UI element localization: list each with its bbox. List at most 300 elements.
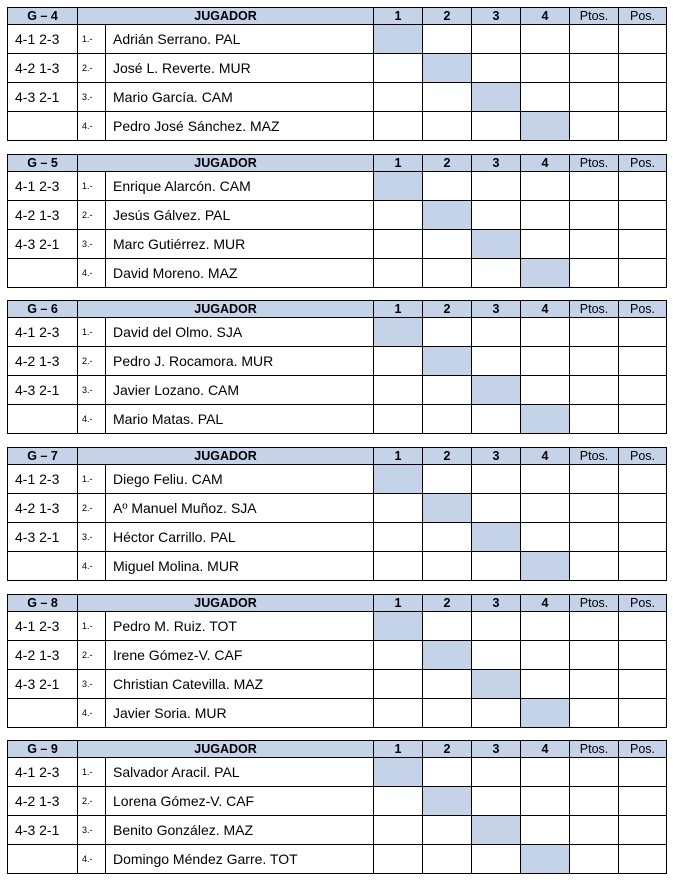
player-number: 4.- xyxy=(78,552,106,581)
player-row xyxy=(8,552,667,581)
player-row xyxy=(8,25,667,54)
player-name: Diego Feliu. CAM xyxy=(106,465,374,494)
result-cell xyxy=(374,54,423,83)
position-cell xyxy=(619,523,667,552)
round-header-1: 1 xyxy=(374,8,423,25)
result-cell xyxy=(374,699,423,728)
position-cell xyxy=(619,758,667,787)
round-header-4: 4 xyxy=(521,741,570,758)
result-cell xyxy=(472,201,521,230)
player-number: 4.- xyxy=(78,112,106,141)
self-cell xyxy=(374,172,423,201)
round-header-1: 1 xyxy=(374,448,423,465)
player-name: Javier Lozano. CAM xyxy=(106,376,374,405)
pairing-cell: 4-2 1-3 xyxy=(8,787,78,816)
round-header-2: 2 xyxy=(423,301,472,318)
points-cell xyxy=(570,201,619,230)
self-cell xyxy=(423,347,472,376)
self-cell xyxy=(423,54,472,83)
pairing-cell xyxy=(8,405,78,434)
group-title: G – 9 xyxy=(8,741,78,758)
player-name: Jesús Gálvez. PAL xyxy=(106,201,374,230)
result-cell xyxy=(423,670,472,699)
player-row xyxy=(8,259,667,288)
player-number: 1.- xyxy=(78,172,106,201)
group-table-7 xyxy=(7,447,666,581)
result-cell xyxy=(521,758,570,787)
result-cell xyxy=(423,172,472,201)
position-header: Pos. xyxy=(619,448,667,465)
points-cell xyxy=(570,112,619,141)
player-number: 2.- xyxy=(78,787,106,816)
position-header: Pos. xyxy=(619,8,667,25)
player-name: Marc Gutiérrez. MUR xyxy=(106,230,374,259)
player-row xyxy=(8,641,667,670)
result-cell xyxy=(521,25,570,54)
points-cell xyxy=(570,259,619,288)
player-row xyxy=(8,83,667,112)
points-cell xyxy=(570,641,619,670)
result-cell xyxy=(472,54,521,83)
position-cell xyxy=(619,112,667,141)
position-cell xyxy=(619,201,667,230)
round-header-2: 2 xyxy=(423,155,472,172)
result-cell xyxy=(472,758,521,787)
group-title: G – 4 xyxy=(8,8,78,25)
position-cell xyxy=(619,494,667,523)
self-cell xyxy=(472,523,521,552)
player-number: 3.- xyxy=(78,230,106,259)
player-name: Pedro J. Rocamora. MUR xyxy=(106,347,374,376)
result-cell xyxy=(472,699,521,728)
player-name: Benito González. MAZ xyxy=(106,816,374,845)
result-cell xyxy=(472,405,521,434)
pairing-cell: 4-2 1-3 xyxy=(8,347,78,376)
position-cell xyxy=(619,641,667,670)
round-header-1: 1 xyxy=(374,301,423,318)
pairing-cell xyxy=(8,552,78,581)
player-number: 3.- xyxy=(78,816,106,845)
header-row xyxy=(8,448,667,465)
position-cell xyxy=(619,552,667,581)
player-header: JUGADOR xyxy=(78,741,374,758)
player-row xyxy=(8,758,667,787)
self-cell xyxy=(374,465,423,494)
round-header-1: 1 xyxy=(374,741,423,758)
header-row xyxy=(8,301,667,318)
points-cell xyxy=(570,83,619,112)
result-cell xyxy=(423,758,472,787)
result-cell xyxy=(521,641,570,670)
result-cell xyxy=(374,494,423,523)
result-cell xyxy=(374,641,423,670)
round-header-2: 2 xyxy=(423,448,472,465)
result-cell xyxy=(374,670,423,699)
player-row xyxy=(8,347,667,376)
player-name: Christian Catevilla. MAZ xyxy=(106,670,374,699)
round-header-4: 4 xyxy=(521,8,570,25)
result-cell xyxy=(423,405,472,434)
result-cell xyxy=(472,612,521,641)
round-header-4: 4 xyxy=(521,595,570,612)
group-table-5 xyxy=(7,154,666,288)
result-cell xyxy=(423,376,472,405)
self-cell xyxy=(472,670,521,699)
result-cell xyxy=(423,318,472,347)
result-cell xyxy=(521,347,570,376)
position-cell xyxy=(619,845,667,874)
player-row xyxy=(8,670,667,699)
round-header-3: 3 xyxy=(472,448,521,465)
position-header: Pos. xyxy=(619,741,667,758)
player-number: 4.- xyxy=(78,699,106,728)
round-header-1: 1 xyxy=(374,155,423,172)
player-number: 3.- xyxy=(78,376,106,405)
result-cell xyxy=(472,25,521,54)
result-cell xyxy=(423,612,472,641)
result-cell xyxy=(521,201,570,230)
points-cell xyxy=(570,612,619,641)
round-header-4: 4 xyxy=(521,155,570,172)
player-number: 2.- xyxy=(78,641,106,670)
pairing-cell: 4-1 2-3 xyxy=(8,465,78,494)
points-cell xyxy=(570,787,619,816)
player-row xyxy=(8,230,667,259)
self-cell xyxy=(423,494,472,523)
position-cell xyxy=(619,25,667,54)
position-cell xyxy=(619,612,667,641)
player-number: 3.- xyxy=(78,83,106,112)
position-header: Pos. xyxy=(619,595,667,612)
result-cell xyxy=(521,670,570,699)
player-header: JUGADOR xyxy=(78,155,374,172)
round-header-3: 3 xyxy=(472,595,521,612)
points-cell xyxy=(570,347,619,376)
result-cell xyxy=(521,376,570,405)
position-cell xyxy=(619,699,667,728)
result-cell xyxy=(423,25,472,54)
points-cell xyxy=(570,758,619,787)
header-row xyxy=(8,8,667,25)
self-cell xyxy=(521,845,570,874)
self-cell xyxy=(374,318,423,347)
self-cell xyxy=(472,376,521,405)
player-number: 4.- xyxy=(78,405,106,434)
player-name: Domingo Méndez Garre. TOT xyxy=(106,845,374,874)
player-number: 2.- xyxy=(78,347,106,376)
pairing-cell: 4-3 2-1 xyxy=(8,376,78,405)
result-cell xyxy=(472,494,521,523)
points-cell xyxy=(570,172,619,201)
points-cell xyxy=(570,816,619,845)
round-header-3: 3 xyxy=(472,8,521,25)
self-cell xyxy=(521,112,570,141)
result-cell xyxy=(423,699,472,728)
points-cell xyxy=(570,670,619,699)
position-cell xyxy=(619,376,667,405)
result-cell xyxy=(374,259,423,288)
points-cell xyxy=(570,699,619,728)
player-name: Pedro M. Ruiz. TOT xyxy=(106,612,374,641)
player-name: Miguel Molina. MUR xyxy=(106,552,374,581)
self-cell xyxy=(521,405,570,434)
group-title: G – 7 xyxy=(8,448,78,465)
header-row xyxy=(8,741,667,758)
result-cell xyxy=(423,465,472,494)
round-header-3: 3 xyxy=(472,301,521,318)
player-header: JUGADOR xyxy=(78,301,374,318)
group-table-6 xyxy=(7,300,666,434)
position-cell xyxy=(619,259,667,288)
result-cell xyxy=(472,641,521,670)
pairing-cell: 4-3 2-1 xyxy=(8,523,78,552)
player-name: Irene Gómez-V. CAF xyxy=(106,641,374,670)
group-title: G – 5 xyxy=(8,155,78,172)
player-name: Salvador Aracil. PAL xyxy=(106,758,374,787)
result-cell xyxy=(472,347,521,376)
self-cell xyxy=(472,83,521,112)
result-cell xyxy=(423,523,472,552)
points-cell xyxy=(570,523,619,552)
result-cell xyxy=(374,405,423,434)
self-cell xyxy=(374,758,423,787)
player-number: 2.- xyxy=(78,54,106,83)
pairing-cell: 4-3 2-1 xyxy=(8,670,78,699)
position-cell xyxy=(619,405,667,434)
result-cell xyxy=(521,523,570,552)
player-name: David del Olmo. SJA xyxy=(106,318,374,347)
player-row xyxy=(8,816,667,845)
player-number: 4.- xyxy=(78,259,106,288)
player-row xyxy=(8,112,667,141)
player-number: 3.- xyxy=(78,670,106,699)
result-cell xyxy=(472,787,521,816)
group-title: G – 8 xyxy=(8,595,78,612)
self-cell xyxy=(423,787,472,816)
result-cell xyxy=(521,816,570,845)
player-name: Adrián Serrano. PAL xyxy=(106,25,374,54)
round-header-3: 3 xyxy=(472,741,521,758)
pairing-cell: 4-1 2-3 xyxy=(8,612,78,641)
group-table-4 xyxy=(7,7,666,141)
round-header-2: 2 xyxy=(423,741,472,758)
player-number: 1.- xyxy=(78,25,106,54)
points-header: Ptos. xyxy=(570,155,619,172)
points-cell xyxy=(570,376,619,405)
result-cell xyxy=(521,318,570,347)
position-cell xyxy=(619,787,667,816)
pairing-cell: 4-3 2-1 xyxy=(8,230,78,259)
result-cell xyxy=(521,172,570,201)
result-cell xyxy=(521,230,570,259)
result-cell xyxy=(374,112,423,141)
self-cell xyxy=(423,641,472,670)
header-row xyxy=(8,595,667,612)
round-header-2: 2 xyxy=(423,8,472,25)
player-row xyxy=(8,465,667,494)
player-number: 4.- xyxy=(78,845,106,874)
header-row xyxy=(8,155,667,172)
player-header: JUGADOR xyxy=(78,448,374,465)
player-row xyxy=(8,172,667,201)
result-cell xyxy=(521,83,570,112)
result-cell xyxy=(374,347,423,376)
player-name: Aº Manuel Muñoz. SJA xyxy=(106,494,374,523)
pairing-cell: 4-2 1-3 xyxy=(8,54,78,83)
player-name: José L. Reverte. MUR xyxy=(106,54,374,83)
result-cell xyxy=(374,787,423,816)
result-cell xyxy=(521,787,570,816)
player-row xyxy=(8,405,667,434)
points-header: Ptos. xyxy=(570,448,619,465)
pairing-cell: 4-3 2-1 xyxy=(8,83,78,112)
points-cell xyxy=(570,405,619,434)
result-cell xyxy=(472,845,521,874)
result-cell xyxy=(374,523,423,552)
pairing-cell: 4-1 2-3 xyxy=(8,172,78,201)
position-cell xyxy=(619,230,667,259)
pairing-cell: 4-1 2-3 xyxy=(8,25,78,54)
player-row xyxy=(8,376,667,405)
self-cell xyxy=(423,201,472,230)
player-number: 1.- xyxy=(78,318,106,347)
player-number: 1.- xyxy=(78,612,106,641)
result-cell xyxy=(423,816,472,845)
position-header: Pos. xyxy=(619,301,667,318)
result-cell xyxy=(374,845,423,874)
player-name: David Moreno. MAZ xyxy=(106,259,374,288)
player-name: Javier Soria. MUR xyxy=(106,699,374,728)
pairing-cell: 4-3 2-1 xyxy=(8,816,78,845)
points-cell xyxy=(570,230,619,259)
player-row xyxy=(8,612,667,641)
player-row xyxy=(8,699,667,728)
result-cell xyxy=(374,816,423,845)
self-cell xyxy=(374,25,423,54)
group-table-8 xyxy=(7,594,666,728)
player-name: Pedro José Sánchez. MAZ xyxy=(106,112,374,141)
result-cell xyxy=(472,318,521,347)
result-cell xyxy=(423,845,472,874)
result-cell xyxy=(423,259,472,288)
round-header-1: 1 xyxy=(374,595,423,612)
player-name: Mario García. CAM xyxy=(106,83,374,112)
position-cell xyxy=(619,172,667,201)
round-header-3: 3 xyxy=(472,155,521,172)
points-header: Ptos. xyxy=(570,301,619,318)
pairing-cell xyxy=(8,112,78,141)
result-cell xyxy=(423,83,472,112)
result-cell xyxy=(472,259,521,288)
result-cell xyxy=(521,465,570,494)
pairing-cell: 4-1 2-3 xyxy=(8,318,78,347)
position-cell xyxy=(619,83,667,112)
result-cell xyxy=(472,172,521,201)
result-cell xyxy=(423,230,472,259)
points-cell xyxy=(570,845,619,874)
result-cell xyxy=(521,612,570,641)
player-row xyxy=(8,787,667,816)
self-cell xyxy=(472,816,521,845)
player-number: 2.- xyxy=(78,494,106,523)
player-row xyxy=(8,523,667,552)
result-cell xyxy=(374,83,423,112)
result-cell xyxy=(472,465,521,494)
pairing-cell: 4-1 2-3 xyxy=(8,758,78,787)
result-cell xyxy=(472,552,521,581)
player-name: Lorena Gómez-V. CAF xyxy=(106,787,374,816)
result-cell xyxy=(374,552,423,581)
self-cell xyxy=(472,230,521,259)
player-row xyxy=(8,318,667,347)
self-cell xyxy=(521,699,570,728)
position-cell xyxy=(619,465,667,494)
pairing-cell xyxy=(8,845,78,874)
points-header: Ptos. xyxy=(570,8,619,25)
pairing-cell xyxy=(8,699,78,728)
group-title: G – 6 xyxy=(8,301,78,318)
position-cell xyxy=(619,670,667,699)
player-number: 1.- xyxy=(78,465,106,494)
result-cell xyxy=(423,552,472,581)
self-cell xyxy=(521,259,570,288)
pairing-cell: 4-2 1-3 xyxy=(8,494,78,523)
player-name: Enrique Alarcón. CAM xyxy=(106,172,374,201)
result-cell xyxy=(472,112,521,141)
result-cell xyxy=(374,376,423,405)
pairing-cell xyxy=(8,259,78,288)
position-cell xyxy=(619,54,667,83)
player-number: 1.- xyxy=(78,758,106,787)
player-row xyxy=(8,494,667,523)
position-cell xyxy=(619,347,667,376)
result-cell xyxy=(374,201,423,230)
player-row xyxy=(8,54,667,83)
player-name: Mario Matas. PAL xyxy=(106,405,374,434)
player-header: JUGADOR xyxy=(78,595,374,612)
points-header: Ptos. xyxy=(570,595,619,612)
position-cell xyxy=(619,318,667,347)
position-cell xyxy=(619,816,667,845)
player-row xyxy=(8,845,667,874)
player-header: JUGADOR xyxy=(78,8,374,25)
round-header-2: 2 xyxy=(423,595,472,612)
position-header: Pos. xyxy=(619,155,667,172)
round-header-4: 4 xyxy=(521,301,570,318)
points-cell xyxy=(570,318,619,347)
player-number: 3.- xyxy=(78,523,106,552)
group-table-9 xyxy=(7,740,666,874)
points-header: Ptos. xyxy=(570,741,619,758)
points-cell xyxy=(570,25,619,54)
result-cell xyxy=(521,494,570,523)
points-cell xyxy=(570,54,619,83)
player-number: 2.- xyxy=(78,201,106,230)
points-cell xyxy=(570,494,619,523)
self-cell xyxy=(521,552,570,581)
pairing-cell: 4-2 1-3 xyxy=(8,641,78,670)
round-header-4: 4 xyxy=(521,448,570,465)
result-cell xyxy=(423,112,472,141)
points-cell xyxy=(570,552,619,581)
result-cell xyxy=(521,54,570,83)
points-cell xyxy=(570,465,619,494)
self-cell xyxy=(374,612,423,641)
player-row xyxy=(8,201,667,230)
player-name: Héctor Carrillo. PAL xyxy=(106,523,374,552)
pairing-cell: 4-2 1-3 xyxy=(8,201,78,230)
result-cell xyxy=(374,230,423,259)
